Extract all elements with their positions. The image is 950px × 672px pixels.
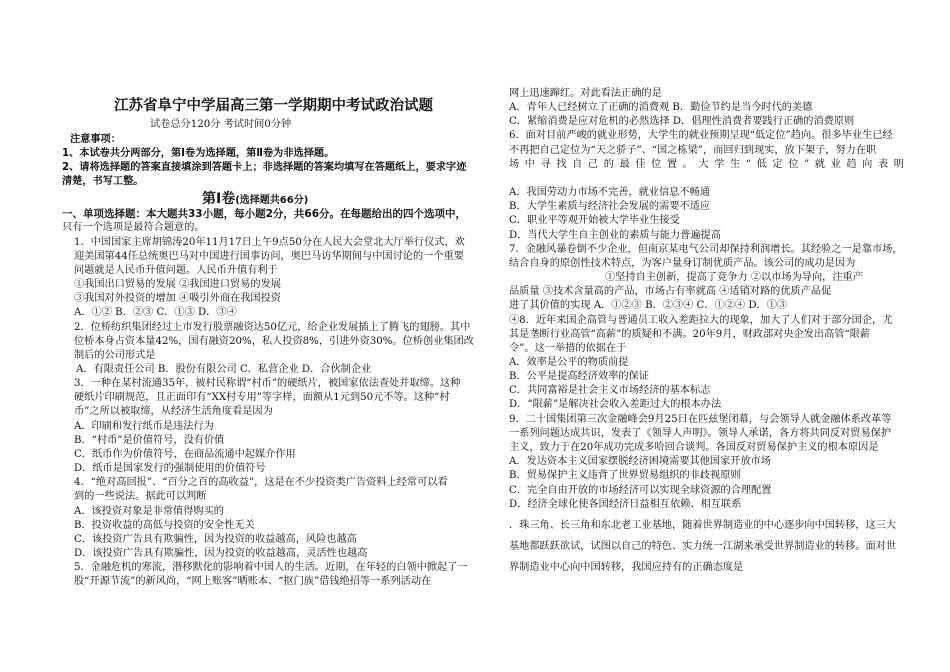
question-line: 5．金融危机的寒流，潜移默化的影响着中国人的生活。近期，在年轻的白领中掀起了一 <box>74 562 468 573</box>
option-line: C．职业平等观开始被大学毕业生接受 <box>509 215 680 226</box>
option-line: ①坚持自主创新，提高了竞争力 ②以市场为导向，注重产 <box>605 272 863 283</box>
option-line: 品质量 ③技术含量高的产品，市场占有率就高 ④适销对路的优质产品促 <box>509 286 832 297</box>
question-line: 2．位桥纺织集团经过上市发行股票融资达50亿元，给企业发展插上了腾飞的翅膀。其中 <box>74 322 471 333</box>
option-line: A．青年人已经树立了正确的消费观 B．勤俭节约是当今时代的美德 <box>509 102 813 113</box>
option-line: 进了其价值的实现 A．①②③ B．②③④ C．①②④ D．①③ <box>509 300 788 311</box>
section-heading: 第Ⅰ卷(选择题共66分) <box>202 191 309 207</box>
notice-line: 2、请将选择题的答案直接填涂到答题卡上；非选择题的答案均填写在答题纸上，要求字迹 <box>62 162 467 173</box>
option-line: C．共同富裕是社会主义市场经济的基本标志 <box>509 385 711 396</box>
question-line: 网上迅速蹿红。对此看法正确的是 <box>509 88 662 99</box>
question-line: 7．金融风暴卷倒不少企业，但南京某电气公司却保持利润增长。其经验之一是靠市场， <box>509 244 903 255</box>
option-line: C．完全自由开放的市场经济可以实现全球资源的合理配置 <box>509 485 772 496</box>
option-line: C．该投资广告具有欺骗性，因为投资的收益越高，风险也越高 <box>74 534 357 545</box>
option-line: A．①② B．②③ C．①③ D．③④ <box>74 307 237 318</box>
section-instruction: 一、单项选择题：本大题共33小题，每小题2分，共66分。在每题给出的四个选项中， <box>62 208 467 220</box>
notice-line: 清楚，书写工整。 <box>62 176 144 187</box>
question-line: 基地都跃跃欲试，试图以自己的特色、实力统一江湖来承受世界制造业的转移。面对世 <box>509 541 897 552</box>
question-line: 4．“绝对高回报”、“百分之百的高收益”，这是在不少投资类广告资料上经常可以看 <box>74 477 448 488</box>
question-line: 3．一种在某村流通35年，被村民称谓“村币”的硬纸片，被国家依法查处并取缔。这种 <box>74 378 461 389</box>
option-line: A．效率是公平的物质前提 <box>509 357 629 368</box>
exam-title: 江苏省阜宁中学届高三第一学期期中考试政治试题 <box>114 98 433 114</box>
question-line: 不再把自己定位为“天之骄子”、“国之栋梁”，而回归到现实，放下架子，努力在职 <box>509 145 877 156</box>
question-line: 结合自身的原创性技术特点，为客户量身订制优质产品。该公司的成功是因为 <box>509 258 856 269</box>
option-line: B．公平是提高经济效率的保证 <box>509 371 649 382</box>
option-line: B．投资收益的高低与投资的安全性无关 <box>74 520 255 531</box>
option-line: ③我国对外投资的增加 ④吸引外商在我国投资 <box>74 293 281 304</box>
question-line: 场中寻找自己的最佳位置。大学生“低定位”就业趋向表明 <box>509 159 910 170</box>
question-line: 6．面对目前严峻的就业形势，大学生的就业预期呈现“低定位”趋向。很多毕业生已经 <box>509 130 893 141</box>
option-line: D．“限薪”是解决社会收入差距过大的根本办法 <box>509 399 722 410</box>
option-line: A．我国劳动力市场不完善，就业信息不畅通 <box>509 187 710 198</box>
question-line: 位桥本身占资本量42%，国有融资20%，私人投资8%，引进外资30%。位桥创业集团改 <box>74 336 474 347</box>
option-line: A．有限责任公司 B．股份有限公司 C．私营企业 D．合伙制企业 <box>76 364 372 375</box>
option-line: C．紧缩消费是应对危机的必然选择 D．倡理性消费者要践行正确的消费原则 <box>509 116 855 127</box>
question-line: 一系列问题达成共识，发表了《领导人声明》。领导人承诺，各方将共同反对贸易保护 <box>509 428 892 439</box>
option-line: B．大学生素质与经济社会发展的需要不适应 <box>509 201 711 212</box>
section-heading-note: (选择题共66分) <box>235 195 309 206</box>
question-line: ．珠三角、长三角和东北老工业基地，随着世界制造业的中心逐步向中国转移，这三大 <box>509 520 897 531</box>
option-line: C．纸币作为价值符号，在商品流通中起媒介作用 <box>74 449 296 460</box>
question-line: 9．二十国集团第三次金融峰会9月25日在匹兹堡闭幕，与会领导人就金融体系改革等 <box>509 414 892 425</box>
question-line: 1．中国国家主席胡锦涛20年11月17日上午9点50分在人民大会堂北大厅举行仪式，欢 <box>74 237 465 248</box>
text-line: 只有一个选项是最符合题意的。 <box>62 222 205 233</box>
option-line: D．纸币是国家发行的强制使用的价值符号 <box>74 463 266 474</box>
option-line: D．该投资广告具有欺骗性，因为投资的收益越高，灵活性也越高 <box>74 548 368 559</box>
option-line: A．发达资本主义国家摆脱经济困境需要其他国家开放市场 <box>509 456 772 467</box>
option-line: B．“村币”是价值符号，没有价值 <box>74 435 225 446</box>
option-line: ①我国出口贸易的发展 ②我国进口贸易的发展 <box>74 279 281 290</box>
question-line: 令”。这一举措的依据在于 <box>509 343 627 354</box>
question-line: 主义，致力于在20年成功完成多哈回合谈判。各国反对贸易保护主义的根本原因是 <box>509 442 879 453</box>
question-line: 制后的公司形式是 <box>74 350 156 361</box>
question-line: 到的一些说法。据此可以判断 <box>74 491 207 502</box>
option-line: D．当代大学生自主创业的素质与能力普遍提高 <box>509 230 721 241</box>
option-line: B．贸易保护主义违背了世界贸易组织的非歧视原则 <box>509 470 741 481</box>
question-line: 问题就是人民币升值问题。人民币升值有利于 <box>74 265 278 276</box>
option-line: D．经济全球化使各国经济日益相互依赖、相互联系 <box>509 499 742 510</box>
notice-heading: 注意事项： <box>70 134 121 145</box>
question-line: 界制造业中心向中国转移，我国应持有的正确态度是 <box>509 562 744 573</box>
question-line: 迎美国第44任总统奥巴马对中国进行国事访问，奥巴马访华期间与中国讨论的一个重要 <box>74 251 464 262</box>
question-line: 硬纸片印刷规范，且正面印有“XX村专用”等字样，面额从1元到50元不等。这种“村 <box>74 392 450 403</box>
option-line: A．印刷和发行纸币是违法行为 <box>74 421 214 432</box>
question-line: ④8．近年来国企高管与普通员工收入差距拉大的现象，加大了人们对于部分国企，尤 <box>509 315 893 326</box>
question-line: 股“开源节流”的新风尚，“网上账客”晒账本、“抠门族”借钱绝招等一系列活动在 <box>74 576 432 587</box>
option-line: A．该投资对象是非常值得购买的 <box>74 506 224 517</box>
question-line: 币”之所以被取缔，从经济生活角度看是因为 <box>74 406 273 417</box>
notice-line: 1、本试卷共分两部分，第Ⅰ卷为选择题，第Ⅱ卷为非选择题。 <box>62 148 335 159</box>
question-line: 其是垄断行业高管“高薪”的质疑和不满。20年9月，财政部对央企发出高管“限薪 <box>509 329 871 340</box>
exam-meta: 试卷总分120分 考试时间0分钟 <box>150 119 292 130</box>
